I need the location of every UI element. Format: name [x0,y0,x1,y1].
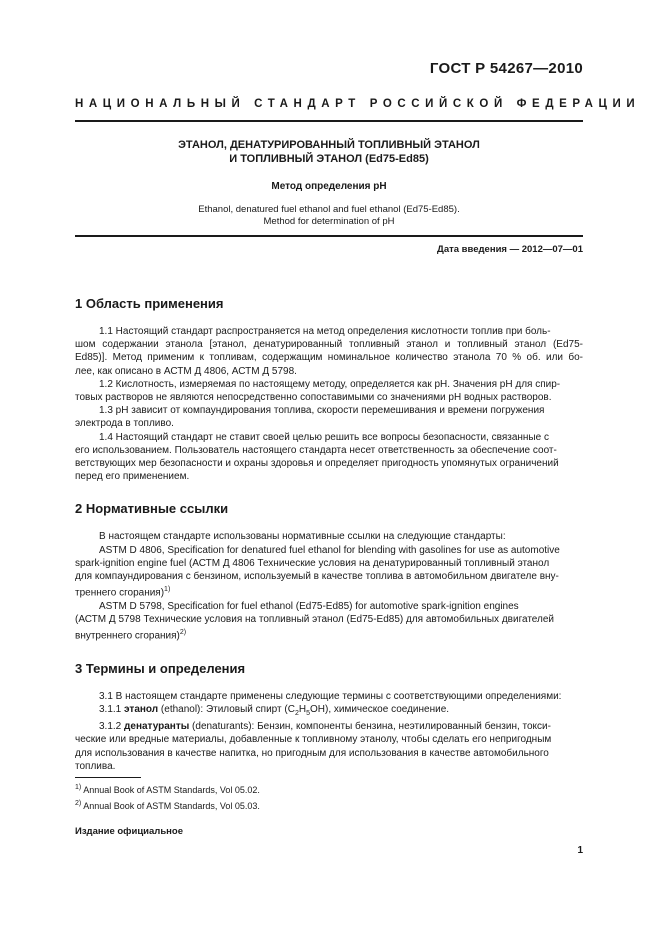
section-3-body [75,690,583,773]
footnote-ref-2: 2) [179,629,187,637]
s1-line: 1.4 Настоящий стандарт не ставит своей целью решить все вопросы безопасности, связанные с [99,431,549,443]
subscript: 2 [294,709,299,717]
section-gap [75,643,583,661]
s2-line: spark-ignition engine fuel (АСТМ Д 4806 Технические условия на денатурированный топливный этанол [75,557,550,569]
english-title [75,204,583,228]
footnote [75,797,260,813]
official-edition-label: Издание официальное [75,826,183,837]
s1-line: 1.3 pH зависит от компаундирования топлива, скорости перемешивания и времени погружения [99,405,545,417]
term-denaturants: денатуранты [124,721,190,733]
s1-line: лее, как описано в АСТМ Д 4806, АСТМ Д 5798. [75,365,297,377]
term-number: 3.1.1 [99,703,122,715]
s1-line: Ed85)]. Метод применим к топливам, содержащим номинальное количество этанола 70 % об. или бо- [75,352,583,364]
s3-line: топлива. [75,760,116,772]
s3-line [75,703,583,720]
s3-line [75,720,583,733]
footnote-text: Annual Book of ASTM Standards, Vol 05.02. [83,785,260,795]
s1-line: электрода в топливо. [75,418,174,430]
s1-line: шом содержании этанола [этанол, денатурированный топливный этанол и топливный этанол (Ed75- [75,339,583,351]
s1-line: ветствующих мер безопасности и охраны здоровья и определяет пригодность упомянутых ограничений [75,458,559,470]
s3-line: для использования в качестве напитка, но пригодным для использования в качестве автомобильного [75,747,549,759]
term-text: H [298,703,307,715]
s2-line-text: треннего сгорания) [75,587,165,599]
s2-line: В настоящем стандарте использованы нормативные ссылки на следующие стандарты: [99,531,506,543]
s3-line: ческие или вредные материалы, добавленные к топливному этанолу, чтобы сделать его непригодным [75,734,552,746]
section-3-heading: 3 Термины и определения [75,660,246,676]
method-subtitle: Метод определения pH [271,181,387,192]
standard-number: ГОСТ Р 54267—2010 [429,60,583,77]
s2-line [75,583,583,600]
s2-line [75,626,583,643]
subscript: 5 [306,709,310,717]
section-1-heading: 1 Область применения [75,296,224,311]
national-standard-banner: НАЦИОНАЛЬНЫЙ СТАНДАРТ РОССИЙСКОЙ ФЕДЕРАЦИИ [75,98,641,110]
section-2-body [75,530,583,642]
title-line-1: ЭТАНОЛ, ДЕНАТУРИРОВАННЫЙ ТОПЛИВНЫЙ ЭТАНОЛ [178,139,480,151]
s2-line-text: внутреннего сгорания) [75,630,180,642]
s2-line: (АСТМ Д 5798 Технические условия на топливный этанол (Ed75-Ed85) для автомобильных двигателей [75,613,555,625]
section-1-body [75,325,583,483]
term-text: (denaturants): Бензин, компоненты бензина, неэтилированный бензин, токси- [192,721,551,733]
s3-line: 3.1 В настоящем стандарте применены следующие термины с соответствующими определениями: [99,690,562,702]
top-rule [75,120,583,122]
section-gap [75,483,583,501]
footnote-text: Annual Book of ASTM Standards, Vol 05.03. [83,801,260,811]
introduction-date: Дата введения — 2012—07—01 [437,244,583,255]
term-ethanol: этанол [124,703,159,715]
term-text: (ethanol): Этиловый спирт (C [160,703,295,715]
english-title-line-2: Method for determination of pH [263,216,395,227]
footnote-mark: 1) [75,784,82,791]
term-text: OH), химическое соединение. [309,703,450,715]
title-line-2: И ТОПЛИВНЫЙ ЭТАНОЛ (Ed75-Ed85) [229,153,429,165]
s2-line: для компаундирования с бензином, используемый в качестве топлива в автомобильном двигателе вну- [75,571,559,583]
title-bottom-rule [75,235,583,237]
s1-line: 1.2 Кислотность, измеряемая по настоящему методу, определяется как pH. Значения pH для спир- [99,378,561,390]
s1-line: его использованием. Пользователь настоящего стандарта несет ответственность за обеспечение соот- [75,444,557,456]
title-block [75,138,583,228]
s2-line: ASTM D 5798, Specification for fuel ethanol (Ed75-Ed85) for automotive spark-ignition engines [99,600,519,612]
s2-line: ASTM D 4806, Specification for denatured fuel ethanol for blending with gasolines for use as automotive [99,544,560,556]
footnote-ref-1: 1) [164,586,171,594]
english-title-line-1: Ethanol, denatured fuel ethanol and fuel ethanol (Ed75-Ed85). [198,204,460,215]
page-number: 1 [577,845,583,856]
s1-line: перед его применением. [75,471,190,483]
footnotes [75,781,260,813]
term-number: 3.1.2 [99,721,122,733]
s1-line: 1.1 Настоящий стандарт распространяется на метод определения кислотности топлив при боль- [99,326,551,337]
section-2-heading: 2 Нормативные ссылки [75,501,229,517]
footnote-mark: 2) [75,800,82,807]
footnote-separator [75,777,141,778]
s1-line: товых растворов не являются непосредственно сопоставимыми со значениями pH водных растворов. [75,392,552,404]
footnote [75,781,260,797]
document-body [75,296,583,773]
